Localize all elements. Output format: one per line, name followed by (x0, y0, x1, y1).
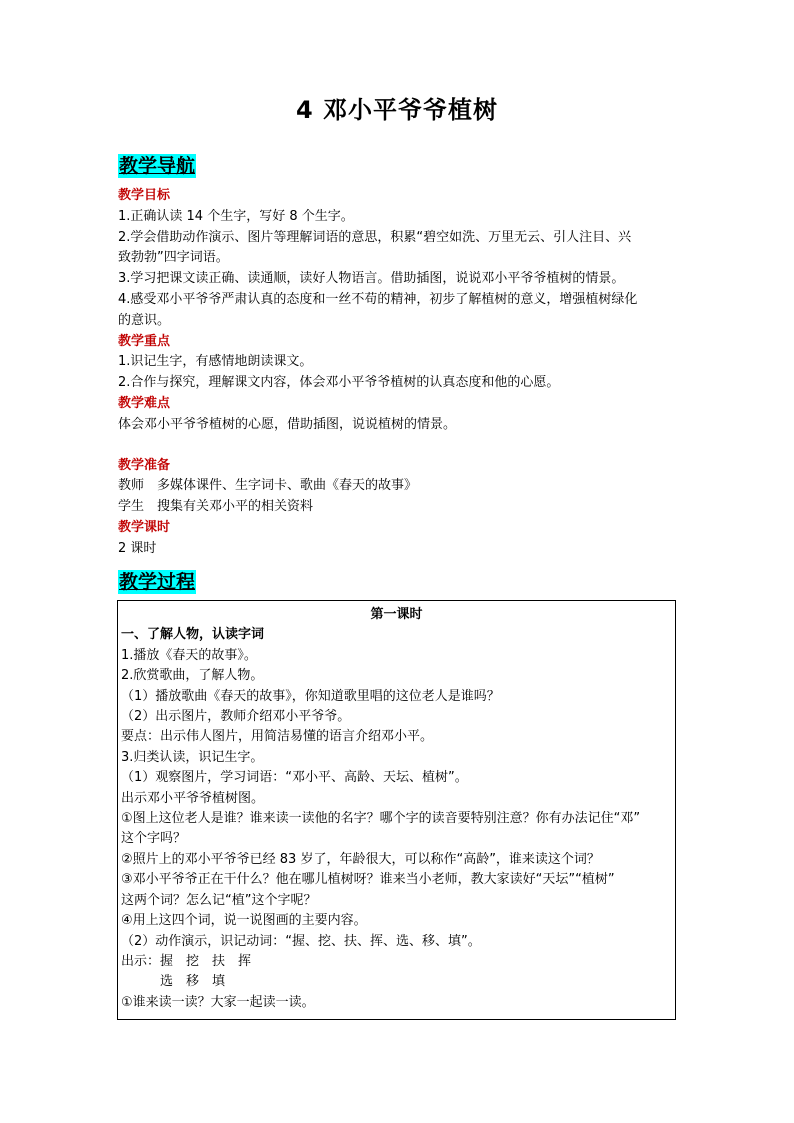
objectives-heading: 教学目标 (118, 188, 171, 203)
objective-line: 3.学习把课文读正确、读通顺，读好人物语言。借助插图，说说邓小平爷爷植树的情景。 (118, 271, 625, 287)
keypoints-heading: 教学重点 (118, 333, 171, 349)
lesson-table (117, 600, 676, 1020)
objective-line: 致勃勃”四字词语。 (118, 250, 229, 266)
lesson-line: 2.欣赏歌曲，了解人物。 (121, 668, 264, 684)
keypoint-line: 2.合作与探究，理解课文内容，体会邓小平爷爷植树的认真态度和他的心愿。 (118, 375, 560, 391)
lesson-line: ④用上这四个词，说一说图画的主要内容。 (121, 913, 367, 929)
objective-line: 4.感受邓小平爷爷严肃认真的态度和一丝不苟的精神，初步了解植树的意义，增强植树绿化 (118, 291, 638, 307)
lesson-line: （1）播放歌曲《春天的故事》，你知道歌里唱的这位老人是谁吗？ (121, 688, 500, 704)
periods-value: 2 课时 (118, 540, 157, 556)
lesson-line: 3.归类认读，识记生字。 (121, 749, 264, 765)
spacer (118, 436, 678, 456)
lesson-line: 这两个词？怎么记“植”这个字呢？ (121, 892, 317, 908)
objective-line: 的意识。 (118, 312, 171, 328)
teaching-navigation-content (118, 186, 678, 560)
teaching-process-heading: 教学过程 (119, 571, 196, 593)
lesson-period-title: 第一课时 (370, 607, 423, 622)
difficulty-line: 体会邓小平爷爷植树的心愿，借助插图，说说植树的情景。 (118, 416, 457, 432)
lesson-line: 1.播放《春天的故事》。 (121, 647, 257, 663)
preparation-line: 学生 搜集有关邓小平的相关资料 (118, 499, 314, 515)
lesson-line: ③邓小平爷爷正在干什么？他在哪儿植树呀？谁来当小老师，教大家读好“天坛”“植树” (121, 872, 615, 888)
lesson-line: 出示邓小平爷爷植树图。 (121, 790, 265, 806)
lesson-section-heading: 一、了解人物，认读字词 (121, 627, 265, 643)
objective-line: 1.正确认读 14 个生字，写好 8 个生字。 (118, 208, 354, 224)
teaching-navigation-heading: 教学导航 (119, 155, 196, 177)
preparation-heading: 教学准备 (118, 457, 171, 473)
objective-line: 2.学会借助动作演示、图片等理解词语的意思，积累“碧空如洗、万里无云、引人注目、兴 (118, 229, 632, 245)
periods-heading: 教学课时 (118, 519, 171, 535)
verb-list-row: 选 移 填 (121, 974, 226, 990)
verb-list-row: 出示：握 挖 扶 挥 (121, 953, 252, 969)
lesson-line: ①图上这位老人是谁？谁来读一读他的名字？哪个字的读音要特别注意？你有办法记住“邓” (121, 811, 641, 827)
lesson-line: ②照片上的邓小平爷爷已经 83 岁了，年龄很大，可以称作“高龄”，谁来读这个词？ (121, 851, 600, 867)
lesson-line: （2）出示图片，教师介绍邓小平爷爷。 (121, 709, 351, 725)
lesson-line: （1）观察图片，学习词语：“邓小平、高龄、天坛、植树”。 (121, 770, 468, 786)
preparation-line: 教师 多媒体课件、生字词卡、歌曲《春天的故事》 (118, 478, 418, 494)
keypoint-line: 1.识记生字，有感情地朗读课文。 (118, 354, 313, 370)
lesson-line: 这个字吗？ (121, 831, 187, 847)
page-title: 4 邓小平爷爷植树 (295, 96, 499, 124)
lesson-line: 要点：出示伟人图片，用简洁易懂的语言介绍邓小平。 (121, 729, 434, 745)
difficulty-heading: 教学难点 (118, 395, 171, 411)
lesson-line: ①谁来读一读？大家一起读一读。 (121, 994, 315, 1010)
lesson-line: （2）动作演示，识记动词：“握、挖、扶、挥、选、移、填”。 (121, 933, 481, 949)
